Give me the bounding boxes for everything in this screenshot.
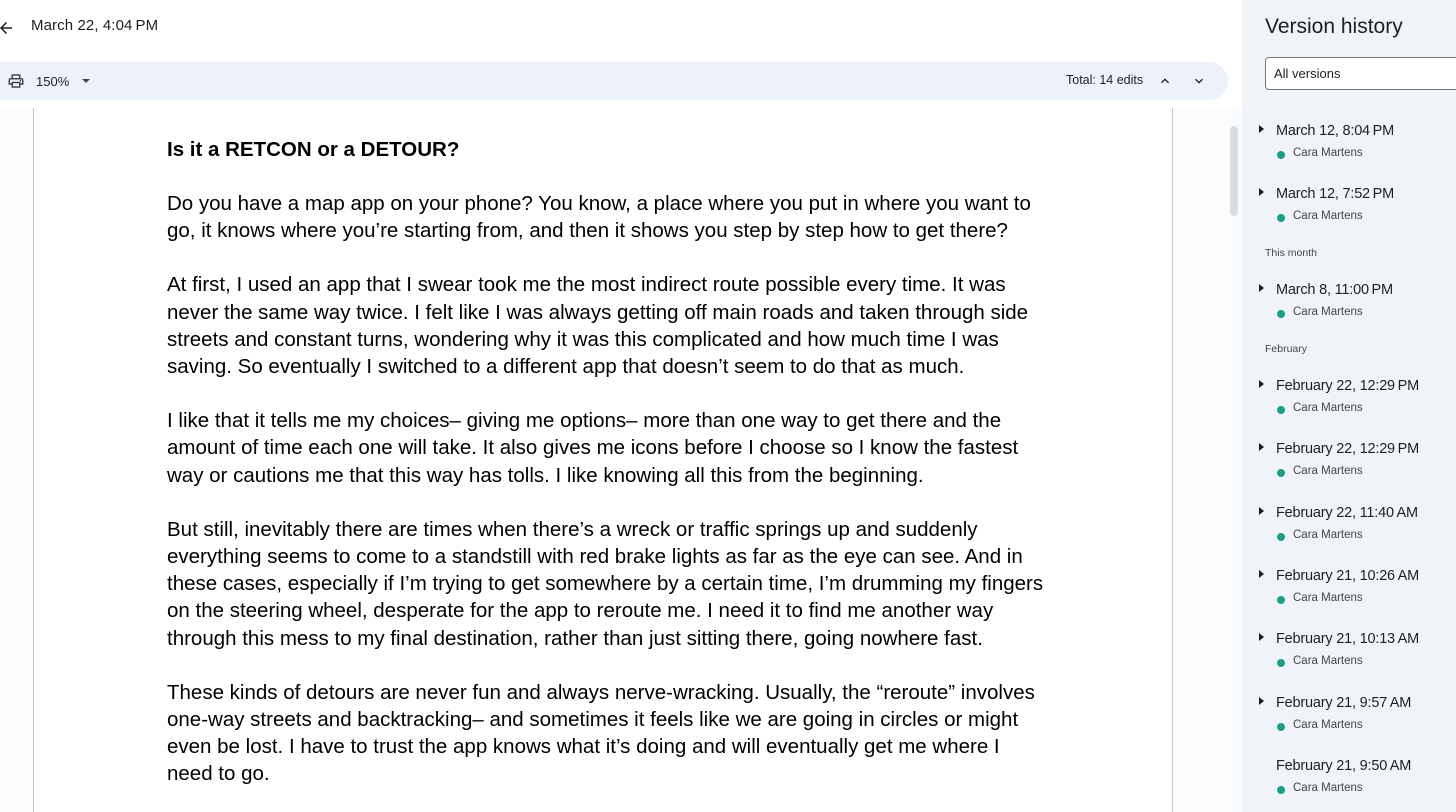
author-color-dot [1277,214,1285,222]
zoom-select[interactable] [30,70,96,92]
version-item[interactable] [1242,553,1456,609]
document-paragraph: These kinds of detours are never fun and always nerve-wracking. Usually, the “reroute” involves one-way streets and backtracking– and sometimes it feels like we are going in circles or might even be lost. I have to trust the app knows what it’s doing and will eventually get me where I need to go. [167,680,1035,786]
version-author: Cara Martens [1293,210,1363,222]
print-icon[interactable] [6,71,26,91]
expand-arrow-icon[interactable] [1259,697,1264,705]
back-arrow-icon[interactable] [0,16,18,40]
version-filter-select[interactable] [1265,57,1456,90]
version-item[interactable] [1242,363,1456,419]
version-date: February 21, 10:13 AM [1276,631,1419,647]
previous-edit-button[interactable] [1155,71,1175,91]
chevron-up-icon [1157,73,1173,89]
expand-arrow-icon[interactable] [1259,443,1264,451]
document-page [33,108,1173,812]
chevron-down-icon [82,79,90,83]
version-date: February 21, 9:50 AM [1276,758,1412,774]
expand-arrow-icon[interactable] [1259,507,1264,515]
document-scrollbar[interactable] [1230,126,1238,216]
version-filter-value: All versions [1274,66,1341,81]
group-label-february: February [1265,343,1308,355]
document-paragraph: But still, inevitably there are times when there’s a wreck or traffic springs up and suddenly everything seems to come to a standstill with red brake lights as far as the eye can see. And in these cases, especially if I’m trying to get somewhere by a certain time, I’m drumming my fingers on the steering wheel, desperate for the app to reroute me. I need it to find me another way through this mess to my final destination, rather than just sitting there, going nowhere fast. [167,517,1044,650]
version-date: February 22, 12:29 PM [1276,441,1419,457]
version-item[interactable] [1242,267,1456,323]
zoom-value: 150% [36,73,70,89]
version-author: Cara Martens [1293,306,1363,318]
author-color-dot [1277,596,1285,604]
document-paragraph: Do you have a map app on your phone? You know, a place where you put in where you want to go, it knows where you’re starting from, and then it shows you step by step how to get there? [167,192,1031,243]
version-author: Cara Martens [1293,465,1363,477]
document-body [167,136,1047,812]
version-author: Cara Martens [1293,147,1363,159]
author-color-dot [1277,469,1285,477]
version-author: Cara Martens [1293,529,1363,541]
version-item[interactable] [1242,680,1456,736]
expand-arrow-icon[interactable] [1259,125,1264,133]
version-date: March 8, 11:00 PM [1276,282,1393,298]
version-item[interactable] [1242,743,1456,799]
author-color-dot [1277,406,1285,414]
version-item[interactable] [1242,426,1456,482]
document-canvas [0,108,1242,812]
version-date: February 21, 10:26 AM [1276,568,1419,584]
version-date: March 12, 8:04 PM [1276,123,1394,139]
edits-total: Total: 14 edits [1066,73,1144,87]
version-date: February 22, 11:40 AM [1276,505,1418,521]
author-color-dot [1277,786,1285,794]
version-item[interactable] [1242,616,1456,672]
author-color-dot [1277,659,1285,667]
expand-arrow-icon[interactable] [1259,633,1264,641]
expand-arrow-icon[interactable] [1259,284,1264,292]
author-color-dot [1277,310,1285,318]
version-date: February 22, 12:29 PM [1276,378,1419,394]
version-item[interactable] [1242,171,1456,227]
next-edit-button[interactable] [1189,71,1209,91]
version-author: Cara Martens [1293,402,1363,414]
expand-arrow-icon[interactable] [1259,570,1264,578]
version-history-panel [1242,0,1456,812]
version-item[interactable] [1242,490,1456,546]
author-color-dot [1277,533,1285,541]
version-date: March 12, 7:52 PM [1276,186,1394,202]
version-date: February 21, 9:57 AM [1276,695,1412,711]
document-heading: Is it a RETCON or a DETOUR? [167,138,460,161]
author-color-dot [1277,723,1285,731]
version-author: Cara Martens [1293,719,1363,731]
version-author: Cara Martens [1293,592,1363,604]
version-title: March 22, 4:04 PM [31,17,159,34]
version-item[interactable] [1242,108,1456,164]
expand-arrow-icon[interactable] [1259,380,1264,388]
group-label-this-month: This month [1265,247,1317,259]
author-color-dot [1277,151,1285,159]
version-header [0,0,1242,56]
document-paragraph: At first, I used an app that I swear took me the most indirect route possible every time. It was never the same way twice. I felt like I was always getting off main roads and taken through side streets and constant turns, wondering why it was this complicated and how much time I was saving. So eventually I switched to a different app that doesn’t seem to do that as much. [167,273,1029,379]
chevron-down-icon [1191,73,1207,89]
version-author: Cara Martens [1293,655,1363,667]
toolbar [0,62,1228,100]
version-author: Cara Martens [1293,782,1363,794]
panel-title: Version history [1265,15,1403,38]
expand-arrow-icon[interactable] [1259,188,1264,196]
document-paragraph: I like that it tells me my choices– giving me options– more than one way to get there and the amount of time each one will take. It also gives me icons before I choose so I know the fastest way or cautions me that this way has tolls. I like knowing all this from the beginning. [167,409,1019,487]
